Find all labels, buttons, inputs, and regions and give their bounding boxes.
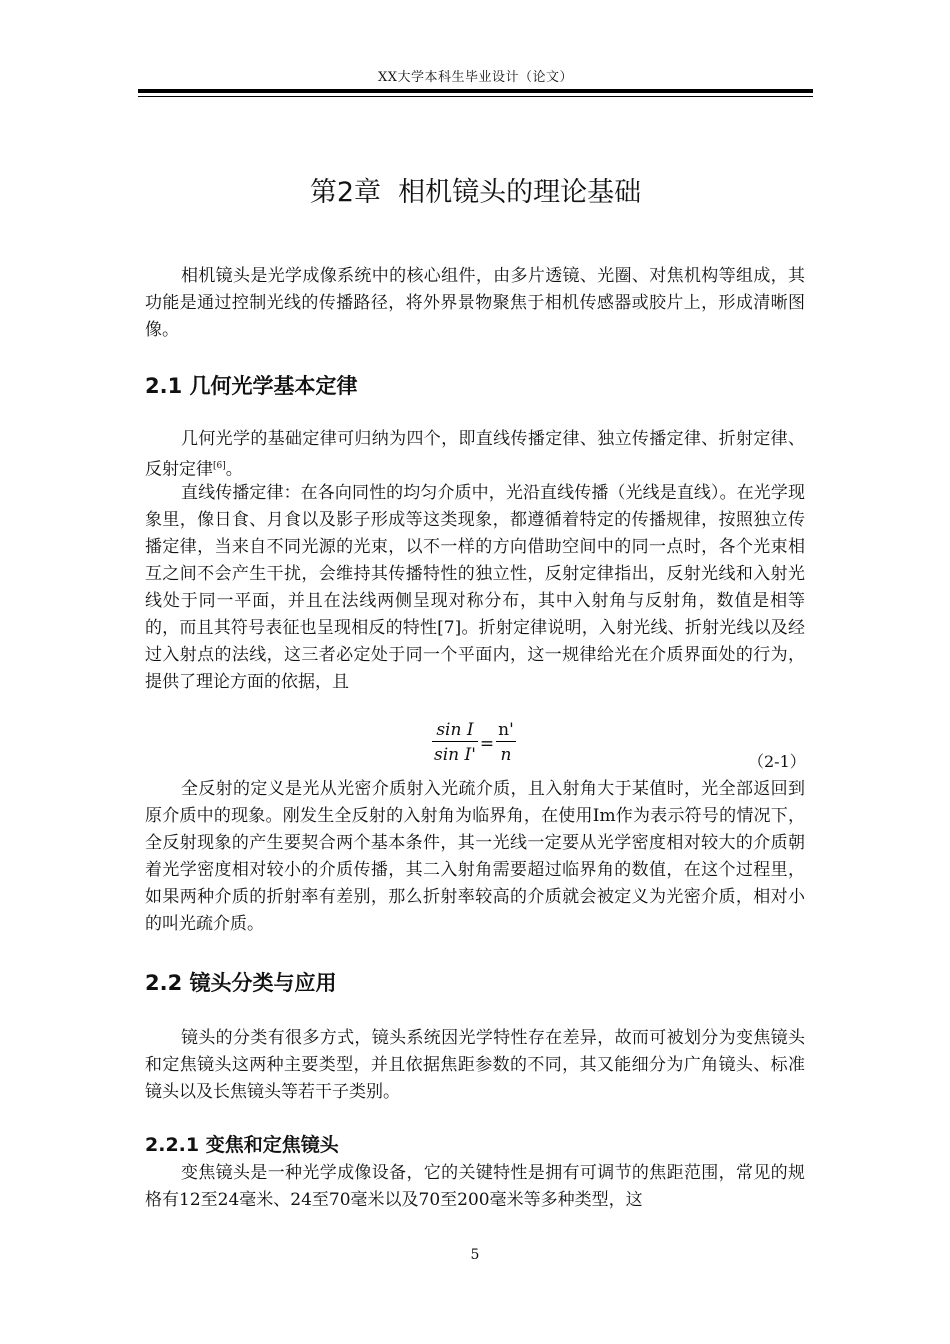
- section-heading-2-2: 2.2 镜头分类与应用: [145, 971, 337, 995]
- fraction-right: [496, 719, 516, 768]
- paragraph-end: 。: [225, 459, 243, 480]
- section-heading-2-2-1: 2.2.1 变焦和定焦镜头: [145, 1134, 339, 1156]
- section-2-1-paragraph-3: [145, 776, 805, 938]
- fraction-numerator: sin I: [432, 719, 478, 742]
- section-2-2-paragraph-1: 镜头的分类有很多方式，镜头系统因光学特性存在差异，故而可被划分为变焦镜头和定焦镜头这两种主要类型，并且依据焦距参数的不同，其又能细分为广角镜头、标准镜头以及长焦镜头等若干子类别。: [145, 1028, 805, 1102]
- fraction-denominator: sin I': [434, 745, 476, 765]
- paragraph-text: 几何光学的基础定律可归纳为四个，即直线传播定律、独立传播定律、折射定律、反射定律: [145, 429, 805, 480]
- section-heading-2-1: 2.1 几何光学基本定律: [145, 374, 358, 398]
- intro-paragraph: 相机镜头是光学成像系统中的核心组件，由多片透镜、光圈、对焦机构等组成，其功能是通过控制光线的传播路径，将外界景物聚焦于相机传感器或胶片上，形成清晰图像。: [145, 266, 805, 340]
- chapter-title: 第2章 相机镜头的理论基础: [309, 177, 642, 208]
- fraction-numerator: n': [498, 720, 514, 740]
- paragraph-text: 在使用Im作为表示符号的情况下，全反射现象的产生要契合两个基本条件，其一光线一定要从光学密度相对较大的介质朝着光学密度相对较小的介质传播，其二入射角需要超过临界角的数值，在这个过程里，如果两种介质的折射率有差别，那么折射率较高的介质就会被定义为光密介质，相对小的叫光疏介质。: [145, 806, 805, 934]
- header-rule-thin: [138, 96, 813, 97]
- section-2-1-paragraph-2: 直线传播定律：在各向同性的均匀介质中，光沿直线传播（光线是直线）。在光学现象里，像日食、月食以及影子形成等这类现象，都遵循着特定的传播规律，按照独立传播定律，当来自不同光源的光束，以不一样的方向借助空间中的同一点时，各个光束相互之间不会产生干扰，会维持其传播特性的独立性，反射定律指出，反射光线和入射光线处于同一平面，并且在法线两侧呈现对称分布，其中入射角与反射角，数值是相等的，而且其符号表征也呈现相反的特性[7]。折射定律说明，入射光线、折射光线以及经过入射点的法线，这三者必定处于同一个平面内，这一规律给光在介质界面处的行为，提供了理论方面的依据，且: [145, 483, 805, 692]
- equation-2-1: [432, 719, 516, 768]
- equals-sign: =: [479, 733, 495, 754]
- section-2-1-paragraph-1: [145, 426, 805, 484]
- fraction-left: [432, 719, 478, 768]
- paragraph-text: 全反射的定义是光从光密介质射入光疏介质，且入射角大于某值时，光全部返回到原介质中的现象。刚发生全反射: [145, 779, 805, 826]
- header-rule-thick: [138, 89, 813, 93]
- page-number: 5: [470, 1247, 480, 1263]
- fraction-denominator: n: [500, 745, 512, 765]
- citation-ref: [6]: [213, 461, 226, 471]
- section-2-2-1-paragraph-1: 变焦镜头是一种光学成像设备，它的关键特性是拥有可调节的焦距范围，常见的规格有12至24毫米、24至70毫米以及70至200毫米等多种类型，这: [145, 1163, 805, 1210]
- highlighted-text: 的入射角为临界角，: [386, 806, 542, 826]
- page-header: XX大学本科生毕业设计（论文）: [377, 70, 573, 85]
- equation-number: （2-1）: [748, 752, 806, 771]
